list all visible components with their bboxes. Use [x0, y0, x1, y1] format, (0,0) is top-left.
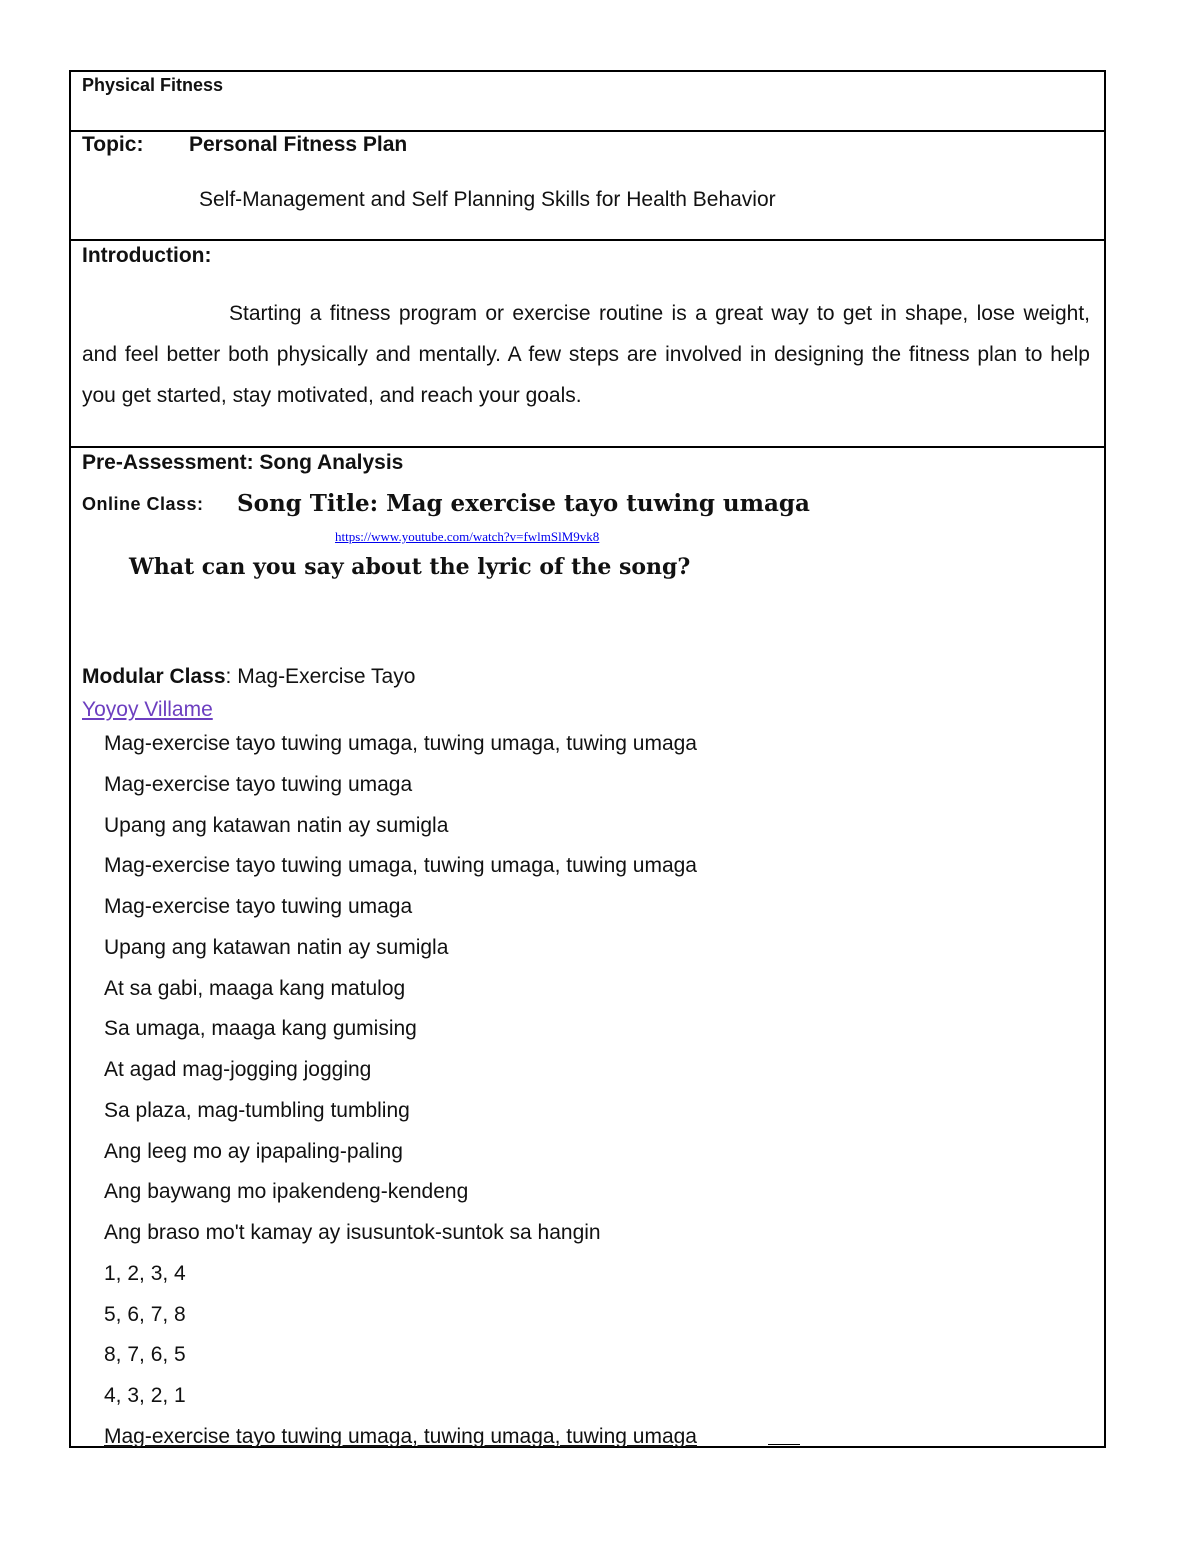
song-title: Song Title: Mag exercise tayo tuwing umaga	[237, 490, 810, 517]
lyric-line: At sa gabi, maaga kang matulog	[104, 976, 406, 1000]
trailing-underline	[768, 1444, 800, 1445]
lesson-table	[69, 70, 1106, 1448]
modular-class-label: Modular Class	[82, 665, 226, 688]
lyric-line: Mag-exercise tayo tuwing umaga	[104, 772, 413, 796]
lyric-line: Ang baywang mo ipakendeng-kendeng	[104, 1180, 469, 1204]
song-question: What can you say about the lyric of the song?	[129, 554, 691, 580]
pre-assessment-heading: Pre-Assessment: Song Analysis	[82, 451, 404, 474]
lyric-line: Sa plaza, mag-tumbling tumbling	[104, 1098, 410, 1122]
introduction-heading: Introduction:	[82, 244, 212, 267]
artist-link[interactable]: Yoyoy Villame	[82, 698, 213, 721]
lyric-line: Mag-exercise tayo tuwing umaga, tuwing umaga, tuwing umaga	[104, 854, 697, 878]
lyric-line: Upang ang katawan natin ay sumigla	[104, 935, 449, 959]
lyric-line: 5, 6, 7, 8	[104, 1302, 186, 1326]
song-lyrics	[104, 732, 697, 1466]
modular-class-value: : Mag-Exercise Tayo	[225, 665, 416, 688]
lyric-line: Upang ang katawan natin ay sumigla	[104, 813, 449, 837]
youtube-link[interactable]: https://www.youtube.com/watch?v=fwlmSlM9vk8	[335, 529, 600, 544]
topic-label: Topic:	[82, 133, 144, 156]
lyric-line: Ang braso mo't kamay ay isusuntok-suntok sa hangin	[104, 1221, 601, 1244]
topic-title: Personal Fitness Plan	[189, 133, 408, 156]
lyric-line: Mag-exercise tayo tuwing umaga, tuwing umaga, tuwing umaga	[104, 732, 697, 755]
lyric-line: Ang leeg mo ay ipapaling-paling	[104, 1139, 403, 1163]
topic-subtitle: Self-Management and Self Planning Skills for Health Behavior	[199, 188, 776, 211]
lyric-line: At agad mag-jogging jogging	[104, 1058, 372, 1081]
lyric-line: Sa umaga, maaga kang gumising	[104, 1017, 417, 1041]
lyric-line: 1, 2, 3, 4	[104, 1261, 186, 1285]
lyric-line: 8, 7, 6, 5	[104, 1343, 186, 1367]
online-class-label: Online Class:	[82, 494, 204, 514]
lyric-line: Mag-exercise tayo tuwing umaga, tuwing umaga, tuwing umaga	[104, 1424, 697, 1448]
course-row	[71, 72, 1104, 132]
lyric-line: Mag-exercise tayo tuwing umaga	[104, 895, 413, 918]
course-title: Physical Fitness	[82, 75, 224, 95]
modular-class-line	[82, 665, 415, 689]
introduction-text: Starting a fitness program or exercise routine is a great way to get in shape, lose weight, and feel better both physically and mentally. A few steps are involved in designing the fitness plan to help you get started, stay motivated, and reach your goals.	[82, 302, 1090, 407]
lyric-line: 4, 3, 2, 1	[104, 1384, 186, 1407]
